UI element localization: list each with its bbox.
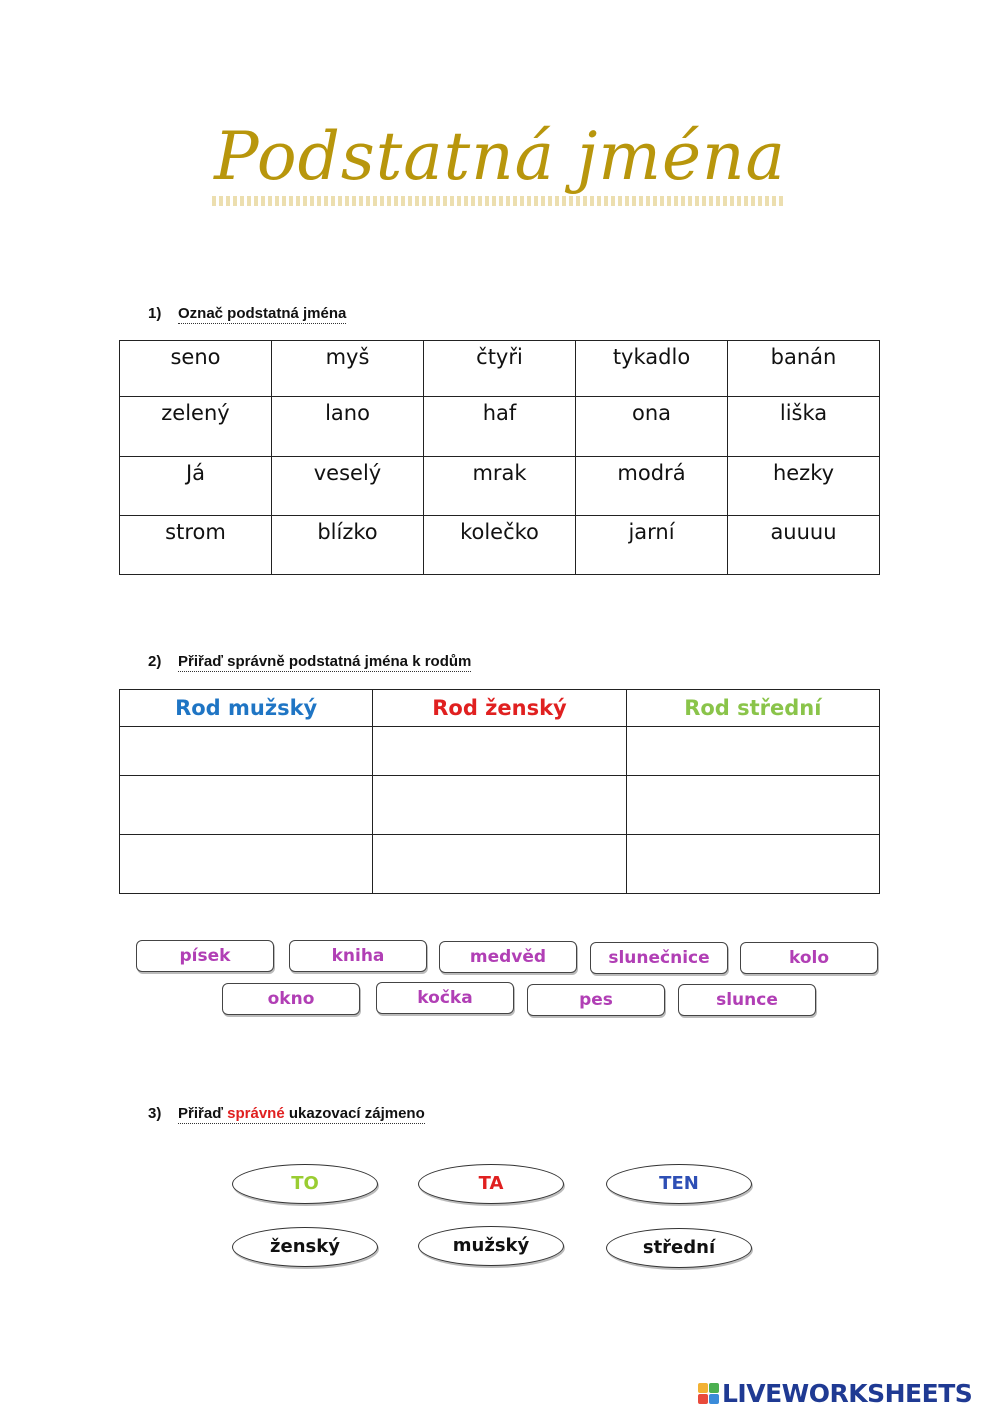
drop-cell[interactable] <box>626 776 879 835</box>
table-row <box>120 341 880 397</box>
gender-oval-zensky[interactable]: ženský <box>232 1227 378 1267</box>
section-1-title: Označ podstatná jména <box>178 305 347 322</box>
word-cell[interactable]: blízko <box>272 516 424 575</box>
section-3-title-part3: ukazovací zájmeno <box>288 1105 425 1122</box>
drop-cell[interactable] <box>120 835 373 894</box>
table-row <box>120 727 880 776</box>
word-chip-medved[interactable]: medvěd <box>439 941 577 973</box>
word-cell[interactable]: zelený <box>120 397 272 457</box>
word-cell[interactable]: kolečko <box>424 516 576 575</box>
word-cell[interactable]: lano <box>272 397 424 457</box>
title-decoration <box>212 196 786 206</box>
word-cell[interactable]: modrá <box>576 457 728 516</box>
drop-cell[interactable] <box>120 776 373 835</box>
drop-cell[interactable] <box>373 776 626 835</box>
section-2-number: 2) <box>148 653 162 670</box>
logo-wordmark: LIVEWORKSHEETS <box>722 1378 973 1408</box>
column-header-feminine: Rod ženský <box>373 690 626 727</box>
word-chip-okno[interactable]: okno <box>222 983 360 1015</box>
word-chip-kniha[interactable]: kniha <box>289 940 427 972</box>
drop-cell[interactable] <box>373 835 626 894</box>
word-cell[interactable]: jarní <box>576 516 728 575</box>
column-header-neuter: Rod střední <box>626 690 879 727</box>
word-cell[interactable]: mrak <box>424 457 576 516</box>
page-title: Podstatná jména <box>214 118 786 195</box>
gender-oval-muzsky[interactable]: mužský <box>418 1226 564 1266</box>
table-header-row <box>120 690 880 727</box>
word-cell[interactable]: Já <box>120 457 272 516</box>
section-1-number: 1) <box>148 305 162 322</box>
pronoun-oval-ta[interactable]: TA <box>418 1164 564 1204</box>
word-chip-slunce[interactable]: slunce <box>678 984 816 1016</box>
section-2-heading <box>148 653 471 670</box>
word-cell[interactable]: myš <box>272 341 424 397</box>
table-row <box>120 835 880 894</box>
word-cell[interactable]: veselý <box>272 457 424 516</box>
gender-table <box>119 689 880 894</box>
word-cell[interactable]: hezky <box>728 457 880 516</box>
column-header-masculine: Rod mužský <box>120 690 373 727</box>
section-1-heading <box>148 305 346 322</box>
word-chip-pes[interactable]: pes <box>527 984 665 1016</box>
section-3-heading <box>148 1105 425 1122</box>
section-2-title: Přiřaď správně podstatná jména k rodům <box>178 653 472 670</box>
word-cell[interactable]: seno <box>120 341 272 397</box>
section-3-title-part2: správné <box>227 1105 285 1122</box>
word-cell[interactable]: haf <box>424 397 576 457</box>
word-cell[interactable]: čtyři <box>424 341 576 397</box>
table-row <box>120 516 880 575</box>
table-row <box>120 776 880 835</box>
word-cell[interactable]: tykadlo <box>576 341 728 397</box>
drop-cell[interactable] <box>626 727 879 776</box>
word-chip-kocka[interactable]: kočka <box>376 982 514 1014</box>
word-chip-slunecnice[interactable]: slunečnice <box>590 942 728 974</box>
word-cell[interactable]: auuuu <box>728 516 880 575</box>
gender-oval-stredni[interactable]: střední <box>606 1228 752 1268</box>
word-chip-kolo[interactable]: kolo <box>740 942 878 974</box>
table-row <box>120 397 880 457</box>
drop-cell[interactable] <box>626 835 879 894</box>
word-cell[interactable]: ona <box>576 397 728 457</box>
liveworksheets-logo <box>698 1378 972 1408</box>
drop-cell[interactable] <box>120 727 373 776</box>
section-3-number: 3) <box>148 1105 162 1122</box>
pronoun-oval-to[interactable]: TO <box>232 1164 378 1204</box>
nouns-table <box>119 340 880 575</box>
word-cell[interactable]: banán <box>728 341 880 397</box>
word-cell[interactable]: liška <box>728 397 880 457</box>
logo-mark-icon <box>698 1383 719 1404</box>
table-row <box>120 457 880 516</box>
section-3-title-part1: Přiřaď <box>178 1105 223 1122</box>
pronoun-oval-ten[interactable]: TEN <box>606 1164 752 1204</box>
word-cell[interactable]: strom <box>120 516 272 575</box>
drop-cell[interactable] <box>373 727 626 776</box>
word-chip-pisek[interactable]: písek <box>136 940 274 972</box>
